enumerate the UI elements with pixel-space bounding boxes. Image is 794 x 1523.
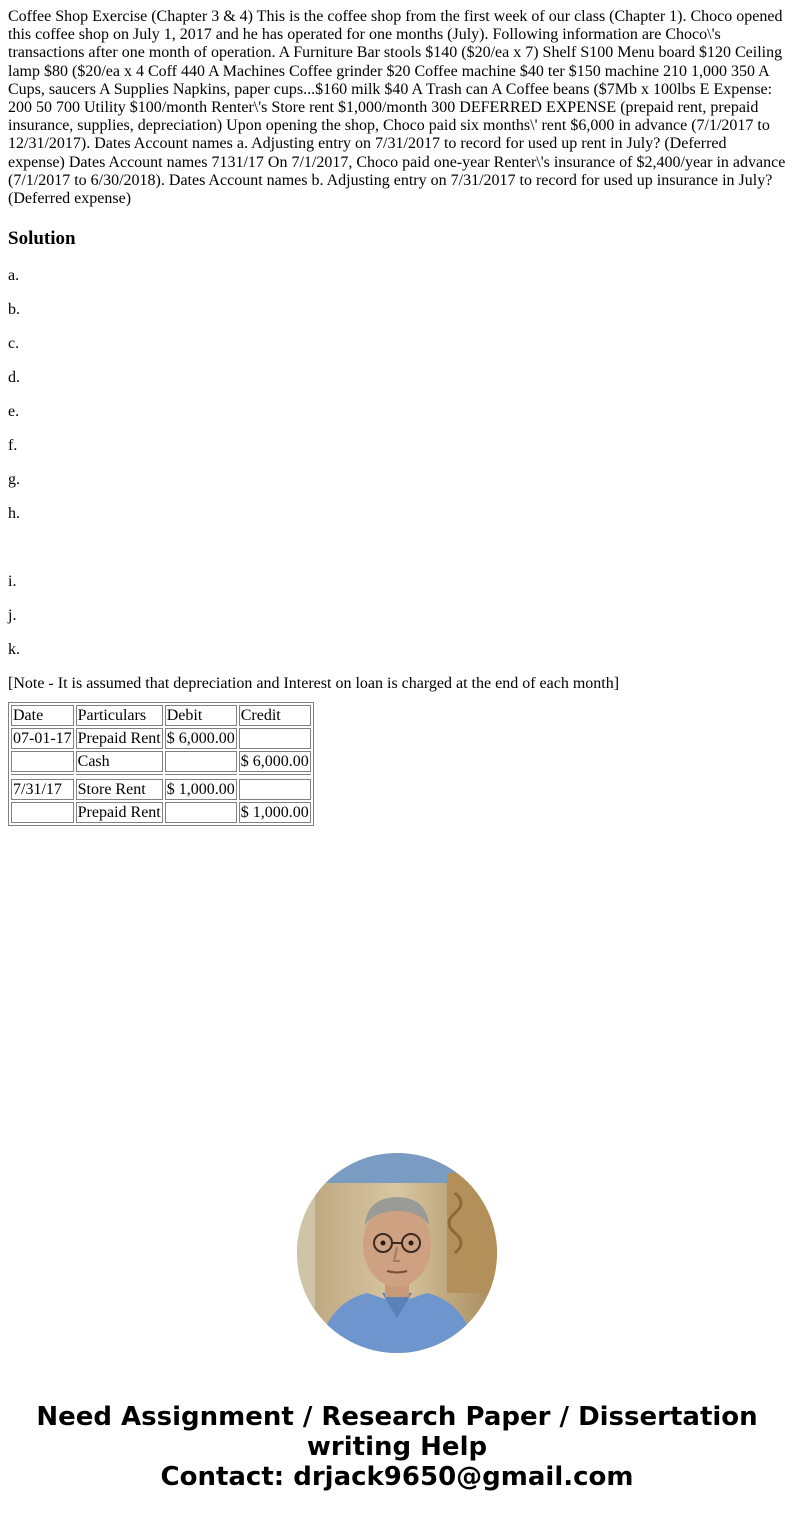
cell-debit: $ 1,000.00 xyxy=(166,781,235,799)
journal-entry-table xyxy=(8,702,314,826)
author-photo-illustration xyxy=(297,1153,497,1353)
footer-line-1: Need Assignment / Research Paper / Dissertation xyxy=(36,1402,758,1432)
cell-particulars: Cash xyxy=(76,751,163,772)
solution-heading: Solution xyxy=(8,228,76,250)
header-debit: Debit xyxy=(165,705,237,726)
author-photo xyxy=(297,1153,497,1353)
cell-debit xyxy=(165,802,237,823)
table-row xyxy=(11,728,311,749)
solution-item-d: d. xyxy=(8,369,20,387)
table-divider xyxy=(11,774,311,777)
blank-space xyxy=(8,539,786,573)
solution-item-e: e. xyxy=(8,403,20,421)
footer-line-2: writing Help xyxy=(306,1432,488,1462)
solution-item-f: f. xyxy=(8,437,18,455)
cell-date xyxy=(11,751,74,772)
solution-item-b: b. xyxy=(8,301,20,319)
contact-footer xyxy=(0,1402,794,1492)
cell-particulars: Prepaid Rent xyxy=(77,804,161,822)
cell-particulars: Store Rent xyxy=(76,779,163,800)
cell-particulars: Prepaid Rent xyxy=(77,730,161,748)
table-header-row xyxy=(11,705,311,726)
solution-item-j: j. xyxy=(8,607,17,625)
table-row xyxy=(11,751,311,772)
cell-debit: $ 6,000.00 xyxy=(166,730,235,748)
cell-credit xyxy=(239,728,311,749)
solution-item-c: c. xyxy=(8,335,20,353)
table-row xyxy=(11,802,311,823)
cell-debit xyxy=(165,751,237,772)
cell-date: 07-01-17 xyxy=(13,730,72,748)
solution-item-g: g. xyxy=(8,471,20,489)
footer-contact-line: Contact: drjack9650@gmail.com xyxy=(160,1462,634,1492)
solution-item-h: h. xyxy=(8,505,20,523)
cell-date xyxy=(11,802,74,823)
assumption-note: [Note - It is assumed that depreciation and Interest on loan is charged at the end of each month] xyxy=(8,675,620,693)
cell-credit: $ 6,000.00 xyxy=(240,753,309,771)
cell-date: 7/31/17 xyxy=(11,779,74,800)
cell-credit: $ 1,000.00 xyxy=(240,804,309,822)
solution-item-i: i. xyxy=(8,573,17,591)
solution-item-k: k. xyxy=(8,641,20,659)
header-credit: Credit xyxy=(239,705,311,726)
table-row xyxy=(11,779,311,800)
question-text: Coffee Shop Exercise (Chapter 3 & 4) This is the coffee shop from the first week of our class (Chapter 1). Choco opened this coffee shop on July 1, 2017 and he has operated for one months (July). Following information are Choco\'s transactions after one month of operation. A Furniture Bar stools $140 ($20/ea x 7) Shelf S100 Menu board $120 Ceiling lamp $80 ($20/ea x 4 Coff 440 A Machines Coffee grinder $20 Coffee machine $40 ter $150 machine 210 1,000 350 A Cups, saucers A Supplies Napkins, paper cups...$160 milk $40 A Trash can A Coffee beans ($7Mb x 100lbs E Expense: 200 50 700 Utility $100/month Renter\'s Store rent $1,000/month 300 DEFERRED EXPENSE (prepaid rent, prepaid insurance, supplies, depreciation) Upon opening the shop, Choco paid six months\' rent $6,000 in advance (7/1/2017 to 12/31/2017). Dates Account names a. Adjusting entry on 7/31/2017 to record for used up rent in July? (Deferred expense) Dates Account names 7131/17 On 7/1/2017, Choco paid one-year Renter\'s insurance of $2,400/year in advance (7/1/2017 to 6/30/2018). Dates Account names b. Adjusting entry on 7/31/2017 to record for used up insurance in July? (Deferred expense) xyxy=(8,8,786,208)
header-particulars: Particulars xyxy=(76,705,163,726)
solution-item-a: a. xyxy=(8,267,20,285)
cell-credit xyxy=(239,779,311,800)
header-date: Date xyxy=(11,705,74,726)
